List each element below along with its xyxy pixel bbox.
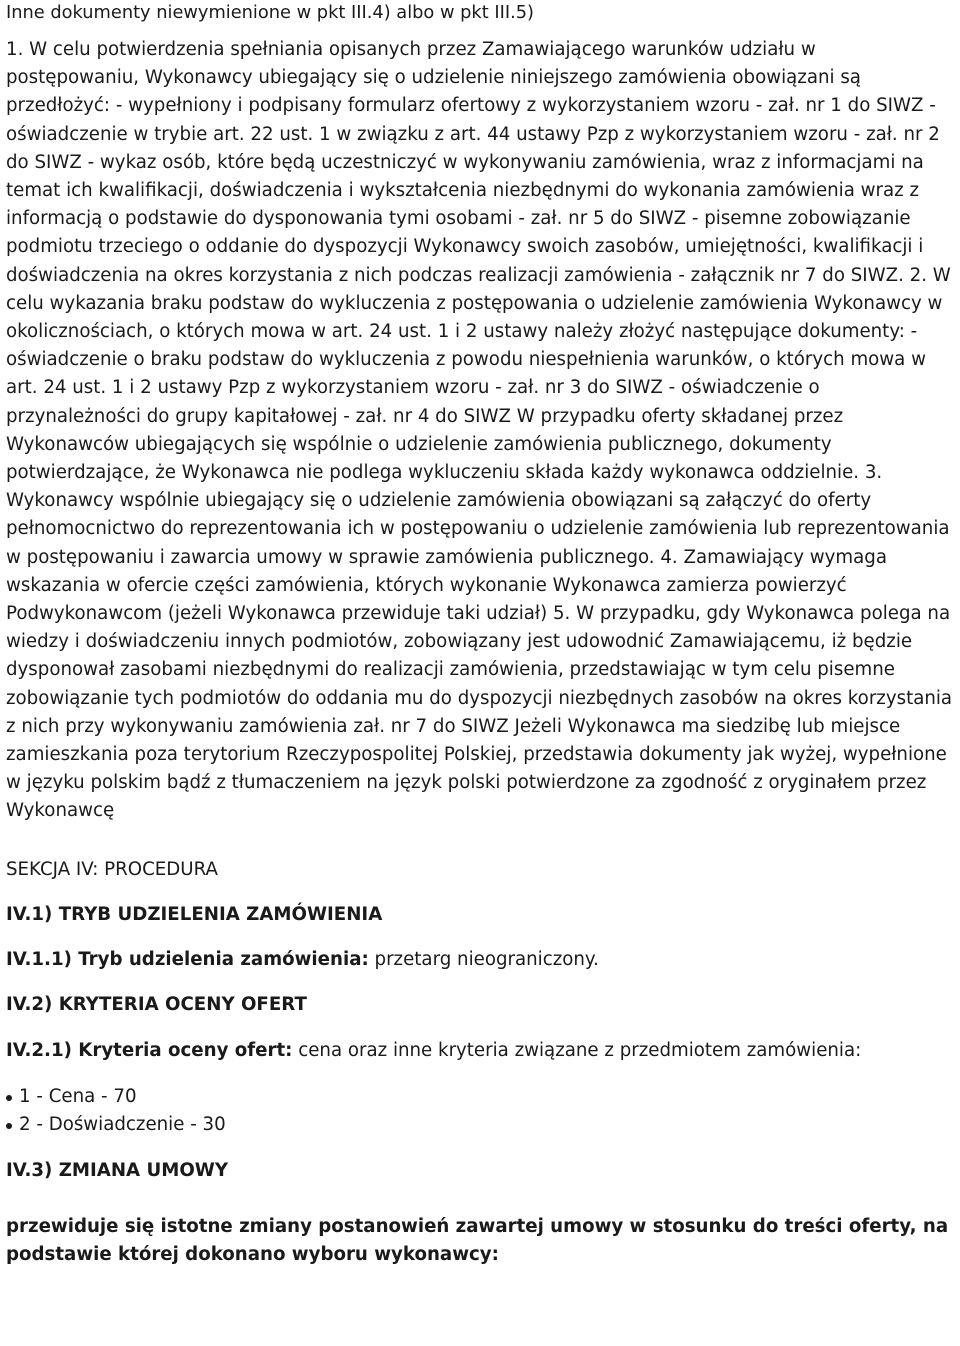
iv2-heading: IV.2) KRYTERIA OCENY OFERT [6,994,307,1016]
section-title: SEKCJA IV: PROCEDURA [6,858,218,880]
criteria-list [6,1083,954,1140]
list-item [6,1111,954,1140]
iv11-value: przetarg nieograniczony. [368,949,599,971]
list-item [6,1083,954,1112]
final-text: przewiduje się istotne zmiany postanowień zawartej umowy w stosunku do treści oferty, na podstawie której dokonano wyboru wykonawcy: [6,1216,949,1266]
iv11-label: IV.1.1) Tryb udzielenia zamówienia: [6,949,369,971]
iv21-label: IV.2.1) Kryteria oceny ofert: [6,1039,293,1061]
top-line-text: Inne dokumenty niewymienione w pkt III.4) albo w pkt III.5) [6,2,534,23]
iv1-heading: IV.1) TRYB UDZIELENIA ZAMÓWIENIA [6,903,383,925]
iv3-heading: IV.3) ZMIANA UMOWY [6,1159,229,1181]
criteria-text: 1 - Cena - 70 [19,1085,137,1107]
iv21-value: cena oraz inne kryteria związane z przedmiotem zamówienia: [292,1039,862,1061]
bullet-icon [6,1123,12,1129]
iv11-row [6,946,954,974]
bullet-icon [6,1095,12,1101]
criteria-text: 2 - Doświadczenie - 30 [19,1114,226,1136]
iv21-row [6,1037,954,1065]
body-paragraph: 1. W celu potwierdzenia spełniania opisanych przez Zamawiającego warunków udziału w postępowaniu, Wykonawcy ubiegający się o udzielenie niniejszego zamówienia obowiązani są przedłożyć: - wypełniony i podpisany formularz ofertowy z wykorzystaniem wzoru - zał. nr 1 do SIWZ - oświadczenie w trybie art. 22 ust. 1 w związku z art. 44 ustawy Pzp z wykorzystaniem wzoru - zał. nr 2 do SIWZ - wykaz osób, które będą uczestniczyć w wykonywaniu zamówienia, wraz z informacjami na temat ich kwalifikacji, doświadczenia i wykształcenia niezbędnymi do wykonania zamówienia wraz z informacją o podstawie do dysponowania tymi osobami - zał. nr 5 do SIWZ - pisemne zobowiązanie podmiotu trzeciego o oddanie do dyspozycji Wykonawcy swoich zasobów, umiejętności, kwalifikacji i doświadczenia na okres korzystania z nich podczas realizacji zamówienia - załącznik nr 7 do SIWZ. 2. W celu wykazania braku podstaw do wykluczenia z postępowania o udzielenie zamówienia Wykonawcy w okolicznościach, o których mowa w art. 24 ust. 1 i 2 ustawy należy złożyć następujące dokumenty: - oświadczenie o braku podstaw do wykluczenia z powodu niespełnienia warunków, o których mowa w art. 24 ust. 1 i 2 ustawy Pzp z wykorzystaniem wzoru - zał. nr 3 do SIWZ - oświadczenie o przynależności do grupy kapitałowej - zał. nr 4 do SIWZ W przypadku oferty składanej przez Wykonawców ubiegających się wspólnie o udzielenie zamówienia publicznego, dokumenty potwierdzające, że Wykonawca nie podlega wykluczeniu składa każdy wykonawca oddzielnie. 3. Wykonawcy wspólnie ubiegający się o udzielenie zamówienia obowiązani są załączyć do oferty pełnomocnictwo do reprezentowania ich w postępowaniu o udzielenie zamówienia lub reprezentowania w postępowaniu i zawarcia umowy w sprawie zamówienia publicznego. 4. Zamawiający wymaga wskazania w ofercie części zamówienia, których wykonanie Wykonawca zamierza powierzyć Podwykonawcom (jeżeli Wykonawca przewiduje taki udział) 5. W przypadku, gdy Wykonawca polega na wiedzy i doświadczeniu innych podmiotów, zobowiązany jest udowodnić Zamawiającemu, iż będzie dysponował zasobami niezbędnymi do realizacji zamówienia, przedstawiając w tym celu pisemne zobowiązanie tych podmiotów do oddania mu do dyspozycji niezbędnych zasobów na okres korzystania z nich przy wykonywaniu zamówienia zał. nr 7 do SIWZ Jeżeli Wykonawca ma siedzibę lub miejsce zamieszkania poza terytorium Rzeczypospolitej Polskiej, przedstawia dokumenty jak wyżej, wypełnione w języku polskim bądź z tłumaczeniem na język polski potwierdzone za zgodność z oryginałem przez Wykonawcę [6,39,953,822]
